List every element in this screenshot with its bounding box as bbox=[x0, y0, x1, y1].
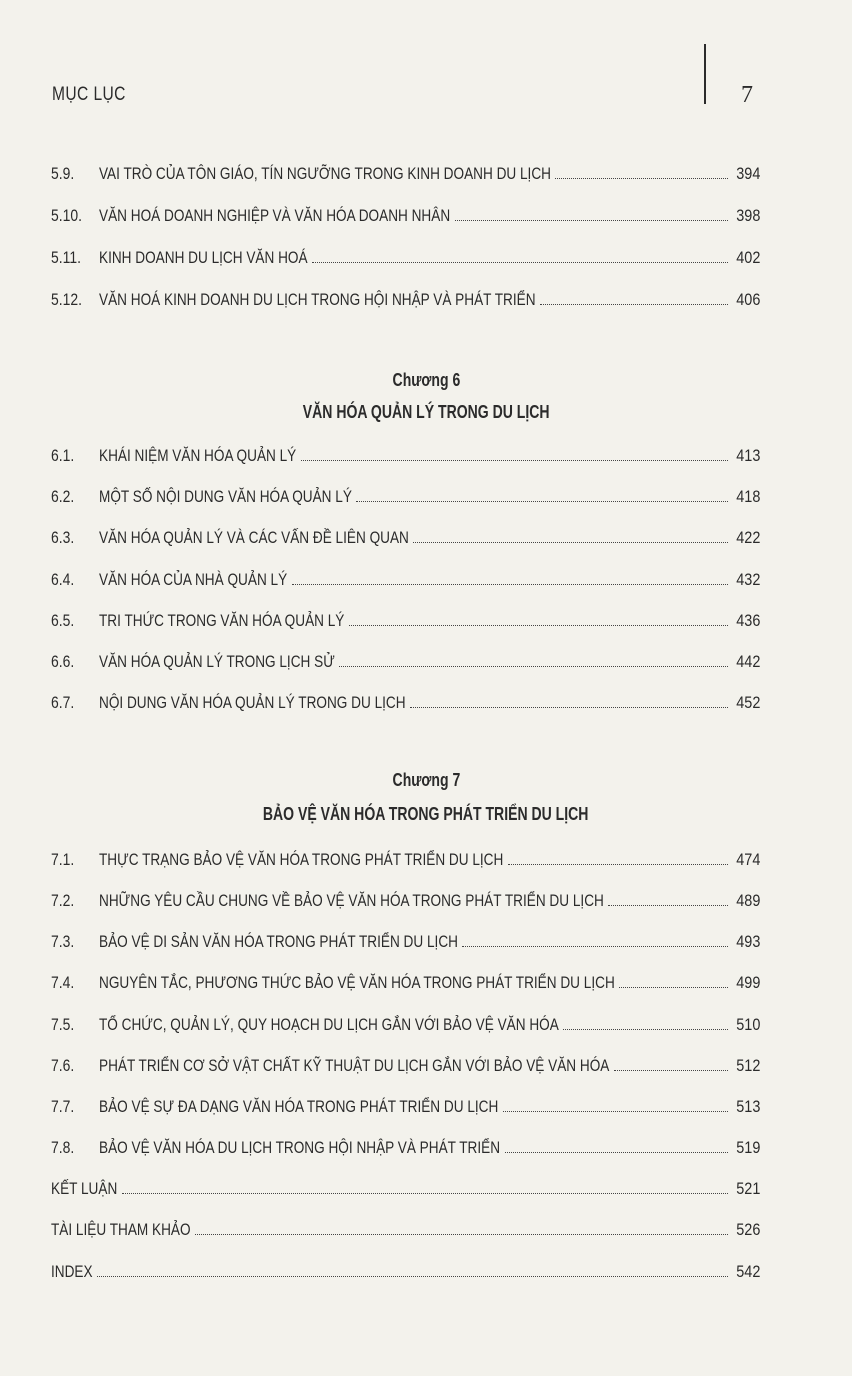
entry-number: 7.6. bbox=[51, 1056, 75, 1075]
entry-title: VĂN HOÁ DOANH NGHIỆP VÀ VĂN HÓA DOANH NHÂN bbox=[99, 206, 451, 225]
entry-number: 5.11. bbox=[51, 248, 81, 267]
entry-page: 394 bbox=[735, 164, 760, 183]
dot-leader bbox=[195, 1234, 728, 1235]
entry-title: NGUYÊN TẮC, PHƯƠNG THỨC BẢO VỆ VĂN HÓA TRONG PHÁT TRIỂN DU LỊCH bbox=[99, 973, 615, 992]
entry-title: TÀI LIỆU THAM KHẢO bbox=[51, 1220, 191, 1239]
entry-page: 422 bbox=[735, 528, 760, 547]
entry-number: 7.7. bbox=[51, 1097, 75, 1116]
dot-leader bbox=[122, 1193, 728, 1194]
entry-page: 474 bbox=[735, 850, 760, 869]
entry-page: 398 bbox=[735, 206, 760, 225]
entry-title: KHÁI NIỆM VĂN HÓA QUẢN LÝ bbox=[99, 446, 297, 465]
entry-number: 5.9. bbox=[51, 164, 75, 183]
toc-entry bbox=[51, 566, 760, 590]
entry-title: TỔ CHỨC, QUẢN LÝ, QUY HOẠCH DU LỊCH GẮN VỚI BẢO VỆ VĂN HÓA bbox=[99, 1015, 559, 1034]
entry-page: 413 bbox=[735, 446, 760, 465]
entry-page: 489 bbox=[735, 891, 760, 910]
entry-page: 526 bbox=[735, 1220, 760, 1239]
toc-entry bbox=[51, 887, 760, 911]
toc-entry bbox=[51, 1052, 760, 1076]
toc-entry bbox=[51, 202, 760, 226]
toc-entry bbox=[51, 1134, 760, 1158]
running-header-title: MỤC LỤC bbox=[52, 84, 126, 105]
toc-entry bbox=[51, 969, 760, 993]
entry-number: 6.6. bbox=[51, 652, 75, 671]
toc-entry bbox=[51, 928, 760, 952]
entry-page: 432 bbox=[735, 570, 760, 589]
entry-page: 510 bbox=[735, 1015, 760, 1034]
dot-leader bbox=[505, 1152, 728, 1153]
toc-entry bbox=[51, 648, 760, 672]
entry-page: 513 bbox=[735, 1097, 760, 1116]
entry-title: KẾT LUẬN bbox=[51, 1179, 118, 1198]
toc-entry bbox=[51, 442, 760, 466]
entry-title: MỘT SỐ NỘI DUNG VĂN HÓA QUẢN LÝ bbox=[99, 487, 352, 506]
toc-entry bbox=[51, 286, 760, 310]
page-number: 7 bbox=[741, 82, 753, 108]
toc-entry-index bbox=[51, 1258, 760, 1282]
toc-entry bbox=[51, 160, 760, 184]
chapter-7-label: Chương 7 bbox=[392, 770, 460, 790]
entry-title: NỘI DUNG VĂN HÓA QUẢN LÝ TRONG DU LỊCH bbox=[99, 693, 406, 712]
header-divider bbox=[704, 44, 706, 104]
dot-leader bbox=[339, 666, 728, 667]
entry-number: 5.10. bbox=[51, 206, 83, 225]
dot-leader bbox=[97, 1276, 728, 1277]
entry-number: 7.5. bbox=[51, 1015, 75, 1034]
entry-page: 442 bbox=[735, 652, 760, 671]
entry-number: 7.1. bbox=[51, 850, 75, 869]
entry-number: 6.3. bbox=[51, 528, 75, 547]
dot-leader bbox=[563, 1029, 728, 1030]
toc-entry bbox=[51, 244, 760, 268]
entry-page: 452 bbox=[735, 693, 760, 712]
dot-leader bbox=[292, 584, 728, 585]
dot-leader bbox=[462, 946, 728, 947]
dot-leader bbox=[312, 262, 728, 263]
toc-entry bbox=[51, 1093, 760, 1117]
entry-title: BẢO VỆ VĂN HÓA DU LỊCH TRONG HỘI NHẬP VÀ PHÁT TRIỂN bbox=[99, 1138, 501, 1157]
entry-title: VĂN HÓA CỦA NHÀ QUẢN LÝ bbox=[99, 570, 288, 589]
entry-title: BẢO VỆ SỰ ĐA DẠNG VĂN HÓA TRONG PHÁT TRIỂN DU LỊCH bbox=[99, 1097, 499, 1116]
entry-title: KINH DOANH DU LỊCH VĂN HOÁ bbox=[99, 248, 308, 267]
toc-entry bbox=[51, 689, 760, 713]
toc-entry-references bbox=[51, 1216, 760, 1240]
entry-number: 7.2. bbox=[51, 891, 75, 910]
entry-number: 7.3. bbox=[51, 932, 75, 951]
entry-number: 7.8. bbox=[51, 1138, 75, 1157]
dot-leader bbox=[455, 220, 728, 221]
entry-page: 512 bbox=[735, 1056, 760, 1075]
entry-title: TRI THỨC TRONG VĂN HÓA QUẢN LÝ bbox=[99, 611, 345, 630]
entry-number: 6.1. bbox=[51, 446, 75, 465]
entry-title: VAI TRÒ CỦA TÔN GIÁO, TÍN NGƯỠNG TRONG KINH DOANH DU LỊCH bbox=[99, 164, 551, 183]
entry-title: THỰC TRẠNG BẢO VỆ VĂN HÓA TRONG PHÁT TRIỂN DU LỊCH bbox=[99, 850, 504, 869]
entry-page: 493 bbox=[735, 932, 760, 951]
entry-number: 7.4. bbox=[51, 973, 75, 992]
entry-number: 5.12. bbox=[51, 290, 83, 309]
toc-entry bbox=[51, 607, 760, 631]
dot-leader bbox=[413, 542, 728, 543]
entry-page: 436 bbox=[735, 611, 760, 630]
entry-number: 6.5. bbox=[51, 611, 75, 630]
entry-page: 402 bbox=[735, 248, 760, 267]
dot-leader bbox=[349, 625, 728, 626]
dot-leader bbox=[301, 460, 728, 461]
entry-number: 6.7. bbox=[51, 693, 75, 712]
entry-title: BẢO VỆ DI SẢN VĂN HÓA TRONG PHÁT TRIỂN DU LỊCH bbox=[99, 932, 458, 951]
entry-page: 542 bbox=[735, 1262, 760, 1281]
entry-page: 406 bbox=[735, 290, 760, 309]
entry-title: VĂN HOÁ KINH DOANH DU LỊCH TRONG HỘI NHẬP VÀ PHÁT TRIỂN bbox=[99, 290, 536, 309]
entry-number: 6.2. bbox=[51, 487, 75, 506]
entry-page: 521 bbox=[735, 1179, 760, 1198]
entry-title: VĂN HÓA QUẢN LÝ TRONG LỊCH SỬ bbox=[99, 652, 335, 671]
toc-entry bbox=[51, 1011, 760, 1035]
dot-leader bbox=[614, 1070, 728, 1071]
dot-leader bbox=[619, 987, 728, 988]
entry-page: 499 bbox=[735, 973, 760, 992]
entry-title: INDEX bbox=[51, 1262, 93, 1281]
toc-entry-conclusion bbox=[51, 1175, 760, 1199]
chapter-6-label: Chương 6 bbox=[392, 370, 460, 390]
dot-leader bbox=[608, 905, 728, 906]
entry-page: 418 bbox=[735, 487, 760, 506]
dot-leader bbox=[410, 707, 728, 708]
entry-title: NHỮNG YÊU CẦU CHUNG VỀ BẢO VỆ VĂN HÓA TRONG PHÁT TRIỂN DU LỊCH bbox=[99, 891, 604, 910]
dot-leader bbox=[508, 864, 728, 865]
entry-title: VĂN HÓA QUẢN LÝ VÀ CÁC VẤN ĐỀ LIÊN QUAN bbox=[99, 528, 409, 547]
entry-page: 519 bbox=[735, 1138, 760, 1157]
entry-title: PHÁT TRIỂN CƠ SỞ VẬT CHẤT KỸ THUẬT DU LỊCH GẮN VỚI BẢO VỆ VĂN HÓA bbox=[99, 1056, 610, 1075]
chapter-7-title: BẢO VỆ VĂN HÓA TRONG PHÁT TRIỂN DU LỊCH bbox=[263, 804, 589, 824]
entry-number: 6.4. bbox=[51, 570, 75, 589]
dot-leader bbox=[503, 1111, 728, 1112]
chapter-6-title: VĂN HÓA QUẢN LÝ TRONG DU LỊCH bbox=[302, 402, 550, 422]
dot-leader bbox=[555, 178, 728, 179]
dot-leader bbox=[540, 304, 728, 305]
toc-entry bbox=[51, 846, 760, 870]
toc-entry bbox=[51, 524, 760, 548]
toc-entry bbox=[51, 483, 760, 507]
dot-leader bbox=[356, 501, 728, 502]
